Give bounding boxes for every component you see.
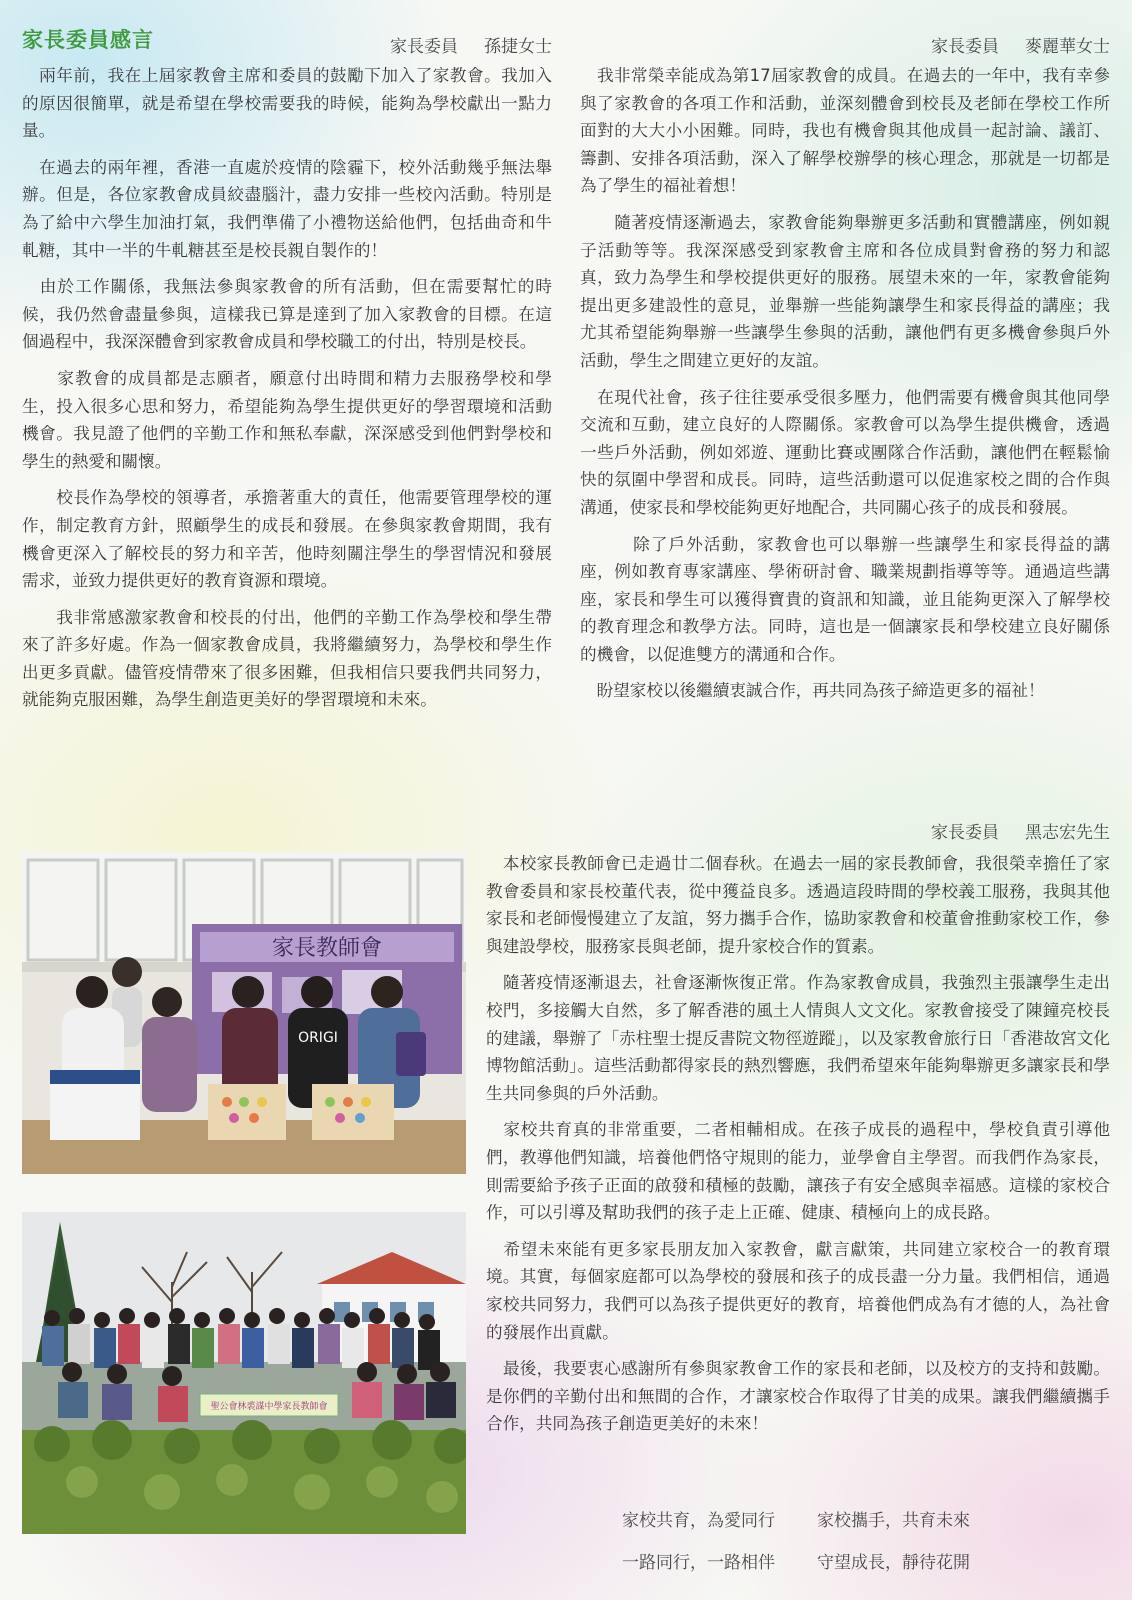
article2-paragraph: 隨著疫情逐漸過去，家教會能夠舉辦更多活動和實體講座，例如親子活動等等。我深深感受到家教會主席和各位成員對會務的努力和認真，致力為學生和學校提供更好的服務。展望未來的一年，家教會能夠提出更多建設性的意見，並舉辦一些能夠讓學生和家長得益的講座；我尤其希望能夠舉辦一些讓學生參與的活動，讓他們有更多機會參與戶外活動，學生之間建立更好的友誼。 bbox=[580, 212, 1110, 370]
article2-body bbox=[580, 62, 1110, 714]
article1-paragraph: 家教會的成員都是志願者，願意付出時間和精力去服務學校和學生，投入很多心思和努力，希望能夠為學生提供更好的學習環境和活動機會。我見證了他們的辛勤工作和無私奉獻，深深感受到他們對學校和學生的熱愛和關懷。 bbox=[22, 368, 552, 471]
photo-outdoor-group-image bbox=[22, 1212, 466, 1534]
shirt-print: ORIGI bbox=[298, 1030, 338, 1046]
article2-author bbox=[860, 32, 1110, 57]
article2-name: 麥麗華女士 bbox=[1025, 37, 1110, 57]
photo-outdoor-group bbox=[22, 1212, 466, 1534]
photo-indoor-group bbox=[22, 852, 466, 1174]
article3-paragraph: 本校家長教師會已走過廿二個春秋。在過去一屆的家長教師會，我很榮幸擔任了家教會委員和家長校董代表，從中獲益良多。透過這段時間的學校義工服務，我與其他家長和老師慢慢建立了友誼，努力攜手合作，協助家教會和校董會推動家校工作，參與建設學校，服務家長與老師，提升家校合作的質素。 bbox=[486, 854, 1110, 956]
article2-paragraph: 盼望家校以後繼續衷誠合作，再共同為孩子締造更多的福祉！ bbox=[580, 681, 1045, 701]
slogan-line-2 bbox=[622, 1548, 1012, 1573]
article1-name: 孫捷女士 bbox=[484, 37, 552, 57]
slogan: 家校共育，為愛同行 bbox=[622, 1511, 775, 1531]
article3-role: 家長委員 bbox=[931, 823, 999, 843]
article2-paragraph: 除了戶外活動，家教會也可以舉辦一些讓學生和家長得益的講座，例如教育專家講座、學術研討會、職業規劃指導等等。通過這些講座，家長和學生可以獲得寶貴的資訊和知識，並且能夠更深入了解學校的教育理念和教學方法。同時，這也是一個讓家長和學校建立良好關係的機會，以促進雙方的溝通和合作。 bbox=[580, 534, 1110, 664]
slogan: 一路同行，一路相伴 bbox=[622, 1553, 775, 1573]
slogan: 守望成長，靜待花開 bbox=[817, 1553, 970, 1573]
photo-indoor-group-image bbox=[22, 852, 466, 1174]
article3-name: 黑志宏先生 bbox=[1025, 823, 1110, 843]
banner-text: 聖公會林裘謀中學家長教師會 bbox=[210, 1402, 328, 1412]
article3-body bbox=[486, 850, 1110, 1447]
article1-role: 家長委員 bbox=[390, 37, 458, 57]
board-sign: 家長教師會 bbox=[271, 936, 383, 961]
article1-paragraph: 在過去的兩年裡，香港一直處於疫情的陰霾下，校外活動幾乎無法舉辦。但是，各位家教會成員絞盡腦汁，盡力安排一些校內活動。特別是為了給中六學生加油打氣，我們準備了小禮物送給他們，包括曲奇和牛軋糖，其中一半的牛軋糖甚至是校長親自製作的！ bbox=[22, 157, 552, 260]
article1-paragraph: 我非常感激家教會和校長的付出，他們的辛勤工作為學校和學生帶來了許多好處。作為一個家教會成員，我將繼續努力，為學校和學生作出更多貢獻。儘管疫情帶來了很多困難，但我相信只要我們共同努力，就能夠克服困難，為學生創造更美好的學習環境和未來。 bbox=[22, 607, 552, 710]
page-title: 家長委員感言 bbox=[22, 28, 154, 52]
article2-paragraph: 在現代社會，孩子往往要承受很多壓力，他們需要有機會與其他同學交流和互動，建立良好的人際關係。家教會可以為學生提供機會，透過一些戶外活動，例如郊遊、運動比賽或團隊合作活動，讓他們在輕鬆愉快的氛圍中學習和成長。同時，這些活動還可以促進家校之間的合作與溝通，使家長和學校能夠更好地配合，共同關心孩子的成長和發展。 bbox=[580, 387, 1110, 517]
article1-body bbox=[22, 62, 552, 723]
article2-role: 家長委員 bbox=[931, 37, 999, 57]
slogan-line-1 bbox=[622, 1506, 1012, 1531]
article3-paragraph: 希望未來能有更多家長朋友加入家教會，獻言獻策，共同建立家校合一的教育環境。其實，每個家庭都可以為學校的發展和孩子的成長盡一分力量。我們相信，通過家校共同努力，我們可以為孩子提供更好的教育，培養他們成為有才德的人，為社會的發展作出貢獻。 bbox=[486, 1239, 1110, 1342]
article1-author bbox=[330, 32, 552, 57]
article1-paragraph: 校長作為學校的領導者，承擔著重大的責任，他需要管理學校的運作，制定教育方針，照顧學生的成長和發展。在參與家教會期間，我有機會更深入了解校長的努力和辛苦，他時刻關注學生的學習情況和發展需求，並致力提供更好的教育資源和環境。 bbox=[22, 488, 552, 591]
article3-paragraph: 最後，我要衷心感謝所有參與家教會工作的家長和老師，以及校方的支持和鼓勵。是你們的辛勤付出和無間的合作，才讓家校合作取得了甘美的成果。讓我們繼續攜手合作，共同為孩子創造更美好的未來！ bbox=[486, 1359, 1110, 1434]
article2-paragraph: 我非常榮幸能成為第17屆家教會的成員。在過去的一年中，我有幸參與了家教會的各項工作和活動，並深刻體會到校長及老師在學校工作所面對的大大小小困難。同時，我也有機會與其他成員一起討論、議訂、籌劃、安排各項活動，深入了解學校辦學的核心理念，那就是一切都是為了學生的福祉着想！ bbox=[580, 66, 1110, 196]
article3-author bbox=[860, 818, 1110, 843]
article3-paragraph: 隨著疫情逐漸退去，社會逐漸恢復正常。作為家教會成員，我強烈主張讓學生走出校門，多接觸大自然，多了解香港的風土人情與人文文化。家教會接受了陳鐘亮校長的建議，舉辦了「赤柱聖士提反書院文物徑遊蹤」，以及家教會旅行日「香港故宮文化博物館活動」。這些活動都得家長的熱烈響應，我們希望來年能夠舉辦更多讓家長和學生共同參與的戶外活動。 bbox=[486, 973, 1110, 1103]
article1-paragraph: 兩年前，我在上屆家教會主席和委員的鼓勵下加入了家教會。我加入的原因很簡單，就是希望在學校需要我的時候，能夠為學校獻出一點力量。 bbox=[22, 66, 552, 141]
slogan: 家校攜手，共育未來 bbox=[817, 1511, 970, 1531]
article1-paragraph: 由於工作關係，我無法參與家教會的所有活動，但在需要幫忙的時候，我仍然會盡量參與，這樣我已算是達到了加入家教會的目標。在這個過程中，我深深體會到家教會成員和學校職工的付出，特別是校長。 bbox=[22, 277, 552, 352]
article3-paragraph: 家校共育真的非常重要，二者相輔相成。在孩子成長的過程中，學校負責引導他們，教導他們知識，培養他們恪守規則的能力，並學會自主學習。而我們作為家長，則需要給予孩子正面的啟發和積極的鼓勵，讓孩子有安全感與幸福感。這樣的家校合作，可以引導及幫助我們的孩子走上正確、健康、積極向上的成長路。 bbox=[486, 1120, 1110, 1223]
